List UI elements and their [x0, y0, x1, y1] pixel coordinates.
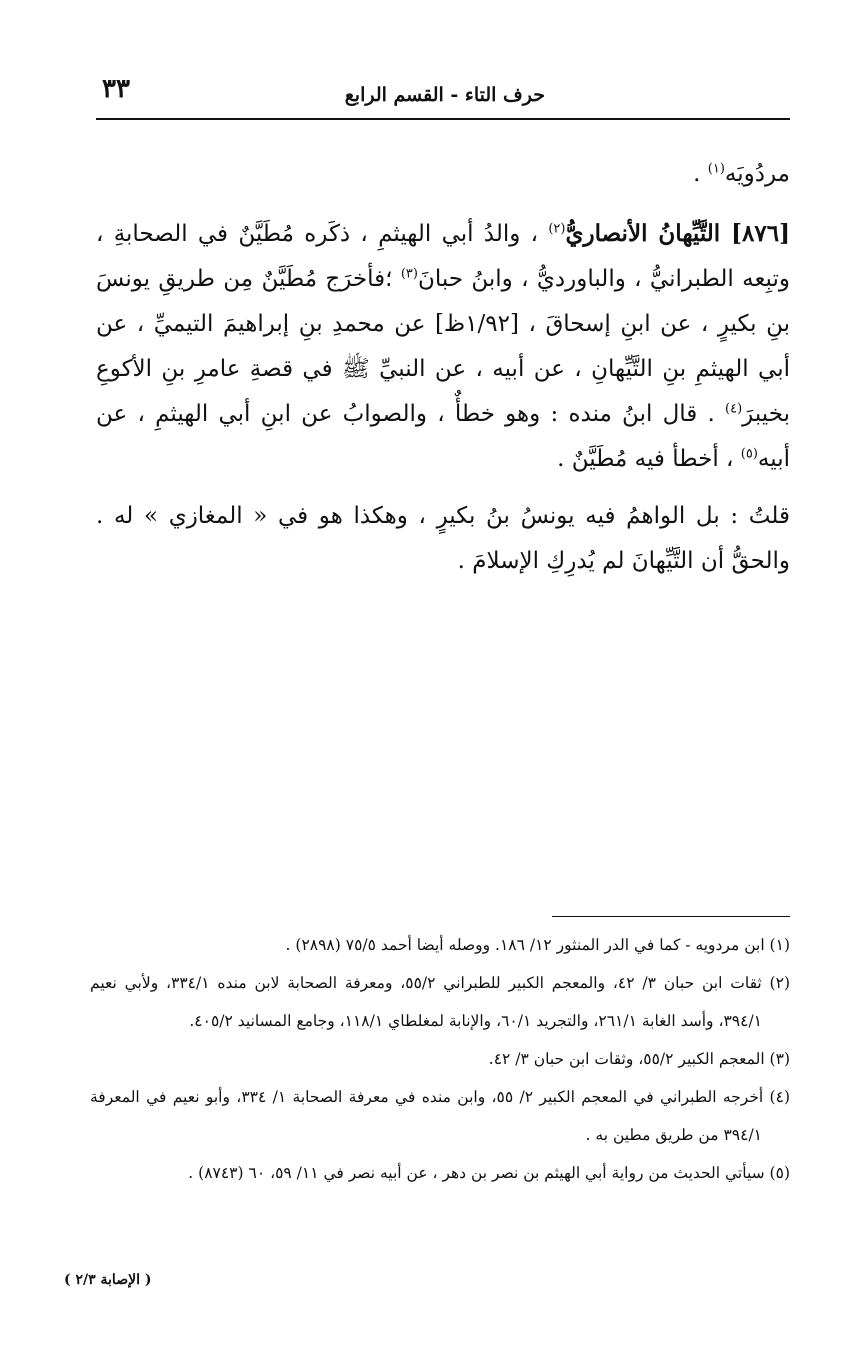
entry-text-a: ، والدُ أبي الهيثمِ ، ذكَره مُطَيَّنٌ في الصحابةِ ، وتبِعه الطبرانيُّ ، والباورديُّ ، وابنُ حبانَ [96, 221, 790, 292]
page-number: ٣٣ [102, 74, 130, 104]
continuation-text: مردُويَه [724, 161, 790, 187]
footnote-mark-5: (٥) [740, 446, 758, 462]
continuation-end: . [693, 161, 708, 187]
entry-text-b: ؛فأخرَج مُطَيَّنٌ مِن طريقِ يونسَ بنِ بكيرٍ ، عن ابنِ إسحاقَ ، [١/٩٢ظ] عن محمدِ بنِ إبراهيمَ التيميِّ ، عن أبي الهيثمِ بنِ التَّيِّهانِ ، عن أبيه ، عن النبيِّ ﷺ في قصةِ عامرِ بنِ الأكوعِ بخيبرَ [96, 266, 790, 427]
footnote-5: (٥) سيأتي الحديث من رواية أبي الهيثم بن نصر بن دهر ، عن أبيه نصر في ١١/ ٥٩، ٦٠ (٨٧٤٣) . [188, 1164, 790, 1182]
running-title: حرف التاء - القسم الرابع [344, 84, 545, 106]
editor-comment: قلتُ : بل الواهمُ فيه يونسُ بنُ بكيرٍ ، وهكذا هو في « المغازي » له . والحقُّ أن التَّيِّهانَ لم يُدرِكِ الإسلامَ . [96, 503, 790, 574]
footnote-mark-1: (١) [707, 161, 725, 177]
footnote-mark-2: (٢) [548, 221, 566, 237]
continuation-line [96, 152, 790, 197]
volume-signature: ( الإصابة ٢/٣ ) [64, 1272, 152, 1288]
entry-paragraph [96, 211, 790, 482]
footnote-4: (٤) أخرجه الطبراني في المعجم الكبير ٢/ ٥٥، وابن منده في معرفة الصحابة ١/ ٣٣٤، وأبو نعيم في المعرفة ٣٩٤/١ من طريق مطين به . [90, 1088, 790, 1144]
main-text [96, 152, 790, 596]
page-header [96, 70, 790, 120]
footnote-2: (٢) ثقات ابن حبان ٣/ ٤٢، والمعجم الكبير للطبراني ٥٥/٢، ومعرفة الصحابة لابن منده ٣٣٤/١، ولأبي نعيم ٣٩٤/١، وأسد الغابة ٢٦١/١، والتجريد ٦٠/١، والإنابة لمغلطاي ١١٨/١، وجامع المسانيد ٤٠٥/٢. [90, 974, 790, 1030]
footnote-mark-3: (٣) [400, 266, 418, 282]
entry-heading: [٨٧٦] التَّيِّهانُ الأنصاريُّ [565, 220, 790, 247]
footnote-1: (١) ابن مردويه - كما في الدر المنثور ١٢/ ١٨٦. ووصله أيضا أحمد ٧٥/٥ (٢٨٩٨) . [285, 936, 790, 954]
footnote-divider [552, 916, 790, 917]
footnote-3: (٣) المعجم الكبير ٥٥/٢، وثقات ابن حبان ٣/ ٤٢. [488, 1050, 790, 1068]
entry-text-d: ، أخطأ فيه مُطَيَّنٌ . [557, 446, 741, 472]
footnotes [90, 926, 790, 1192]
entry-text-c: . قال ابنُ منده : وهو خطأٌ ، والصوابُ عن ابنِ أبي الهيثمِ ، عن أبيه [96, 401, 790, 472]
footnote-mark-4: (٤) [725, 401, 743, 417]
